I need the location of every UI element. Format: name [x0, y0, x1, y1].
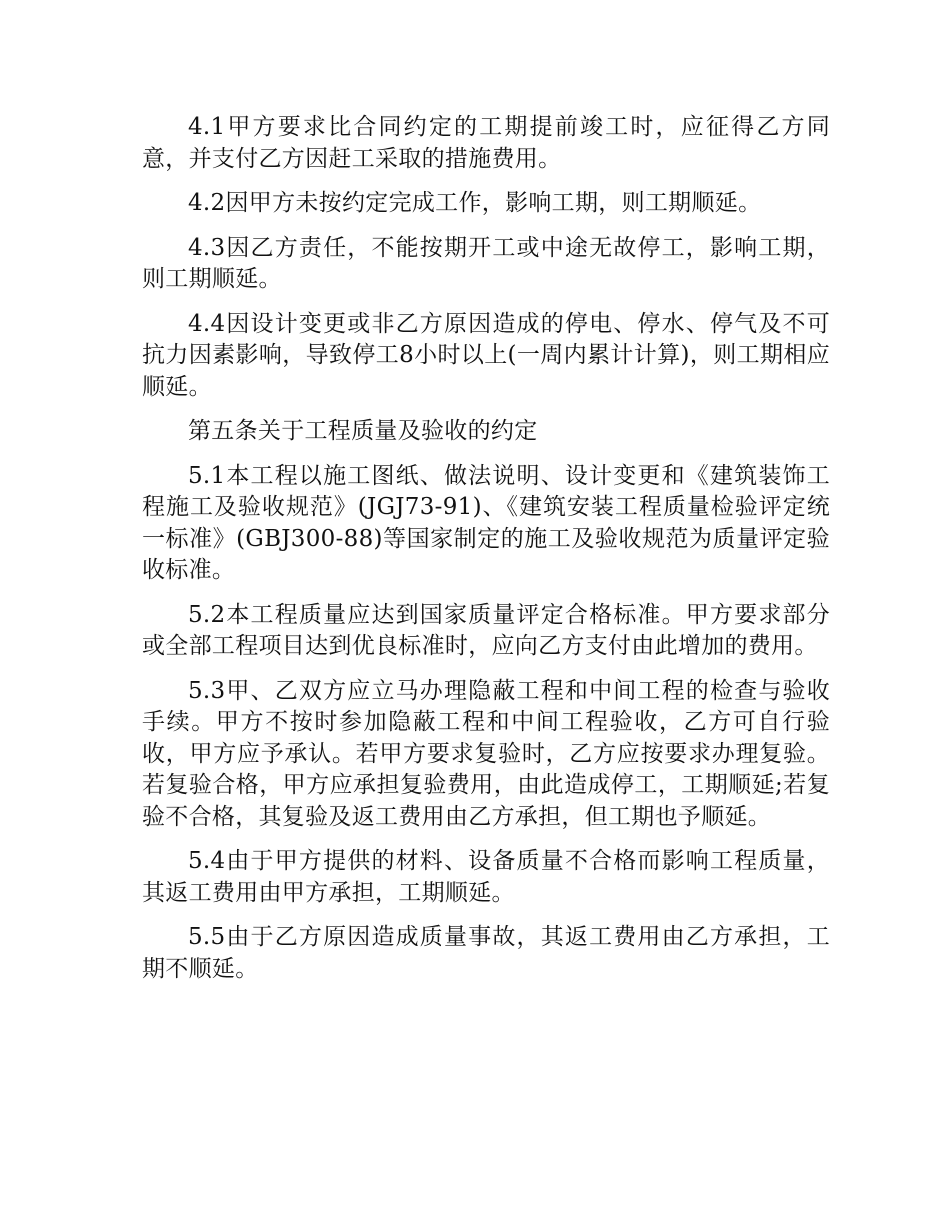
- clause-5-3: 5.3甲、乙双方应立马办理隐蔽工程和中间工程的检查与验收手续。甲方不按时参加隐蔽工程和中间工程验收，乙方可自行验收，甲方应予承认。若甲方要求复验时，乙方应按要求办理复验。若复验合格，甲方应承担复验费用，由此造成停工，工期顺延;若复验不合格，其复验及返工费用由乙方承担，但工期也予顺延。: [142, 677, 830, 830]
- section-5-heading: 第五条关于工程质量及验收的约定: [188, 418, 538, 444]
- clause-4-3: 4.3因乙方责任，不能按期开工或中途无故停工，影响工期，则工期顺延。: [142, 234, 830, 292]
- clause-4-2: 4.2因甲方未按约定完成工作，影响工期，则工期顺延。: [188, 190, 762, 216]
- clause-5-4: 5.4由于甲方提供的材料、设备质量不合格而影响工程质量，其返工费用由甲方承担，工期顺延。: [142, 848, 830, 906]
- clause-5-1: 5.1本工程以施工图纸、做法说明、设计变更和《建筑装饰工程施工及验收规范》(JGJ73-91)、《建筑安装工程质量检验评定统一标准》(GBJ300-88)等国家制定的施工及验收规范为质量评定验收标准。: [142, 462, 830, 583]
- document-page: [142, 112, 830, 998]
- clause-4-1: 4.1甲方要求比合同约定的工期提前竣工时，应征得乙方同意，并支付乙方因赶工采取的措施费用。: [142, 114, 830, 172]
- clause-4-4: 4.4因设计变更或非乙方原因造成的停电、停水、停气及不可抗力因素影响，导致停工8小时以上(一周内累计计算)，则工期相应顺延。: [142, 310, 830, 400]
- clause-5-2: 5.2本工程质量应达到国家质量评定合格标准。甲方要求部分或全部工程项目达到优良标准时，应向乙方支付由此增加的费用。: [142, 601, 830, 659]
- clause-5-5: 5.5由于乙方原因造成质量事故，其返工费用由乙方承担，工期不顺延。: [142, 924, 830, 982]
